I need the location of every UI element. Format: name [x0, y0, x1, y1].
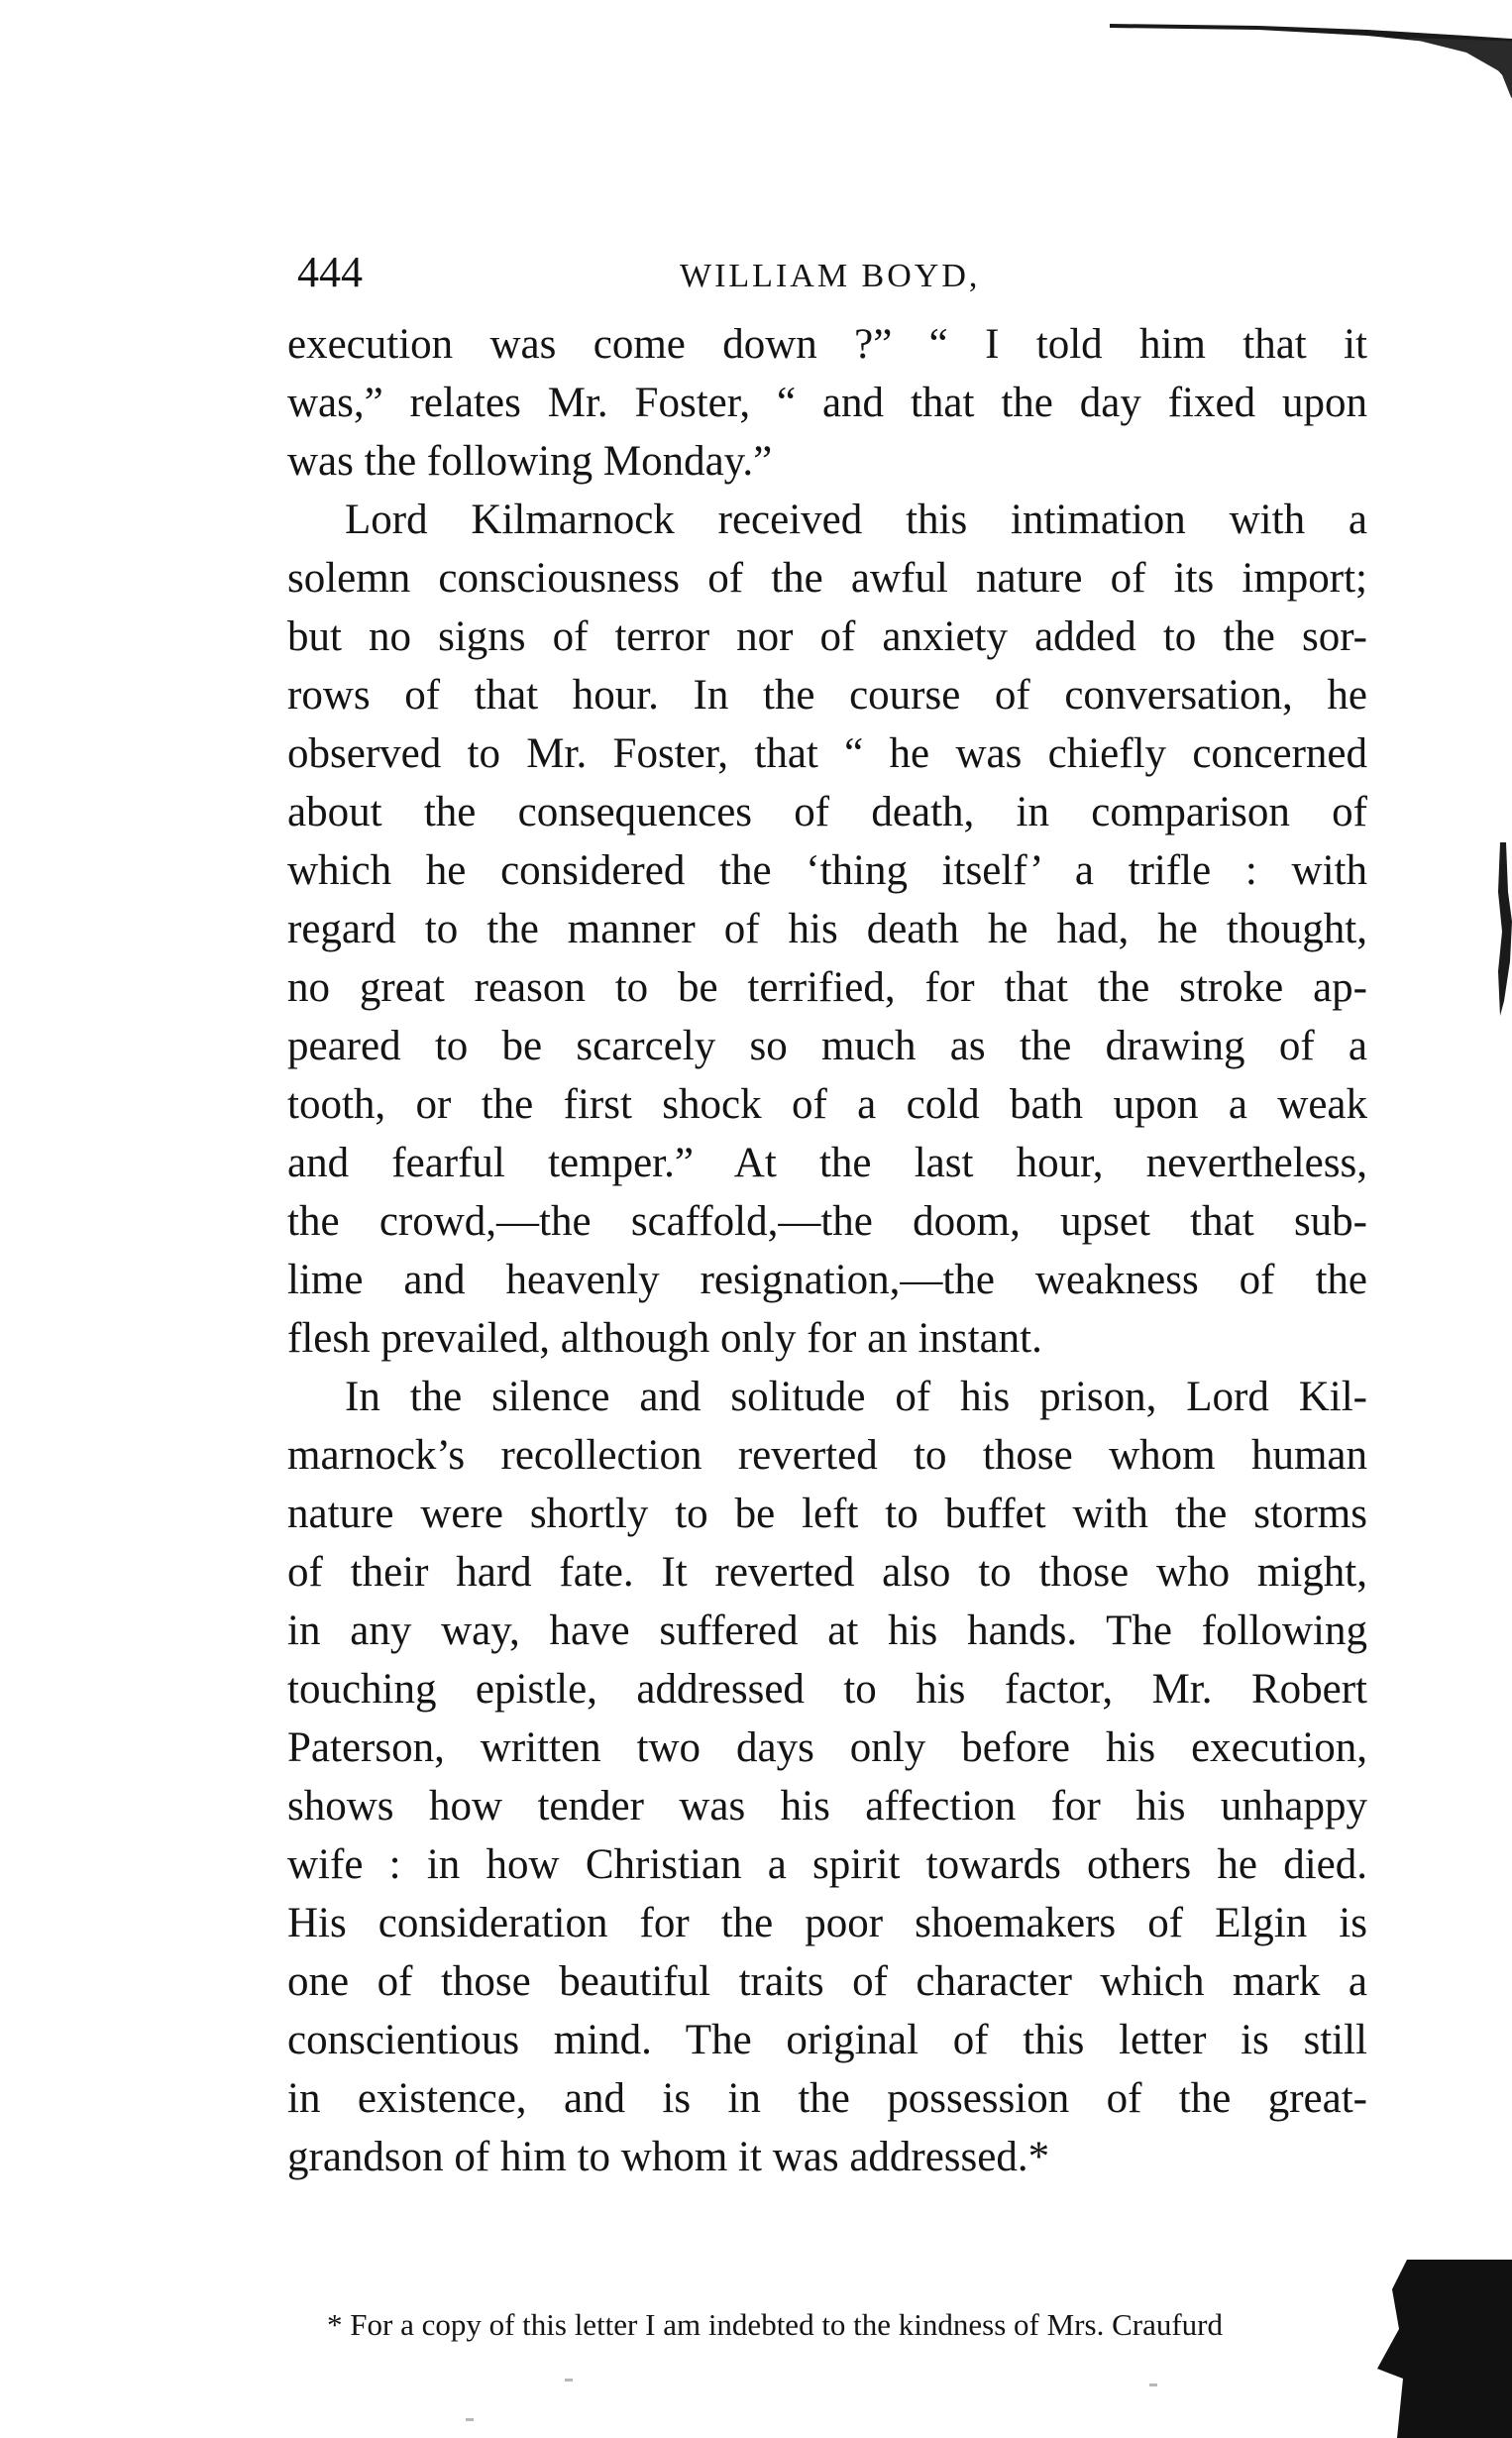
text-line: marnock’s recollection reverted to those whom human: [287, 1432, 1367, 1479]
text-line: solemn consciousness of the awful nature of its import;: [287, 555, 1367, 602]
scan-speck: [466, 2418, 474, 2421]
text-line: was the following Monday.”: [287, 438, 773, 485]
text-line: was,” relates Mr. Foster, “ and that the day fixed upon: [287, 380, 1367, 426]
text-line: observed to Mr. Foster, that “ he was chiefly concerned: [287, 730, 1367, 777]
text-line: flesh prevailed, although only for an instant.: [287, 1315, 1042, 1362]
text-line: one of those beautiful traits of character which mark a: [287, 1958, 1367, 2005]
text-line: grandson of him to whom it was addressed.*: [287, 2134, 1050, 2180]
text-line: rows of that hour. In the course of conversation, he: [287, 672, 1367, 719]
text-line: wife : in how Christian a spirit towards others he died.: [287, 1841, 1367, 1888]
text-line: lime and heavenly resignation,—the weakness of the: [287, 1257, 1367, 1303]
paragraph: [287, 315, 1367, 491]
text-line: shows how tender was his affection for his unhappy: [287, 1783, 1367, 1829]
text-line: about the consequences of death, in comparison of: [287, 789, 1367, 835]
text-line: Paterson, written two days only before his execution,: [287, 1724, 1367, 1771]
page-header: [297, 238, 1248, 307]
text-line: the crowd,—the scaffold,—the doom, upset that sub-: [287, 1198, 1367, 1245]
text-line: and fearful temper.” At the last hour, nevertheless,: [287, 1140, 1367, 1186]
page-number: 444: [297, 248, 363, 296]
paragraph: [287, 491, 1367, 1368]
text-line: peared to be scarcely so much as the drawing of a: [287, 1023, 1367, 1069]
text-line: tooth, or the first shock of a cold bath upon a weak: [287, 1081, 1367, 1128]
text-line: of their hard fate. It reverted also to those who might,: [287, 1549, 1367, 1596]
text-line: conscientious mind. The original of this letter is still: [287, 2017, 1367, 2063]
body-text: [287, 315, 1367, 2186]
scan-corner-shadow: [1338, 2260, 1512, 2438]
text-line: His consideration for the poor shoemakers of Elgin is: [287, 1900, 1367, 1946]
scan-speck: [565, 2379, 573, 2382]
scan-edge-shadow: [1110, 18, 1512, 117]
scan-speck: [1149, 2383, 1157, 2386]
text-line: In the silence and solitude of his prison, Lord Kil-: [345, 1374, 1367, 1420]
text-line: nature were shortly to be left to buffet with the storms: [287, 1491, 1367, 1537]
text-line: in existence, and is in the possession of the great-: [287, 2075, 1367, 2122]
text-line: regard to the manner of his death he had, he thought,: [287, 906, 1367, 952]
text-line: touching epistle, addressed to his factor, Mr. Robert: [287, 1666, 1367, 1713]
text-line: no great reason to be terrified, for that the stroke ap-: [287, 964, 1367, 1011]
text-line: Lord Kilmarnock received this intimation with a: [345, 497, 1367, 543]
text-line: in any way, have suffered at his hands. The following: [287, 1607, 1367, 1654]
text-line: but no signs of terror nor of anxiety added to the sor-: [287, 613, 1367, 660]
footnote: * For a copy of this letter I am indebted to the kindness of Mrs. Craufurd: [327, 2307, 1223, 2342]
text-line: which he considered the ‘thing itself’ a trifle : with: [287, 847, 1367, 894]
running-head: WILLIAM BOYD,: [680, 258, 981, 294]
paragraph: [287, 1368, 1367, 2186]
scan-margin-mark: [1494, 832, 1512, 1021]
text-line: execution was come down ?” “ I told him that it: [287, 321, 1367, 368]
